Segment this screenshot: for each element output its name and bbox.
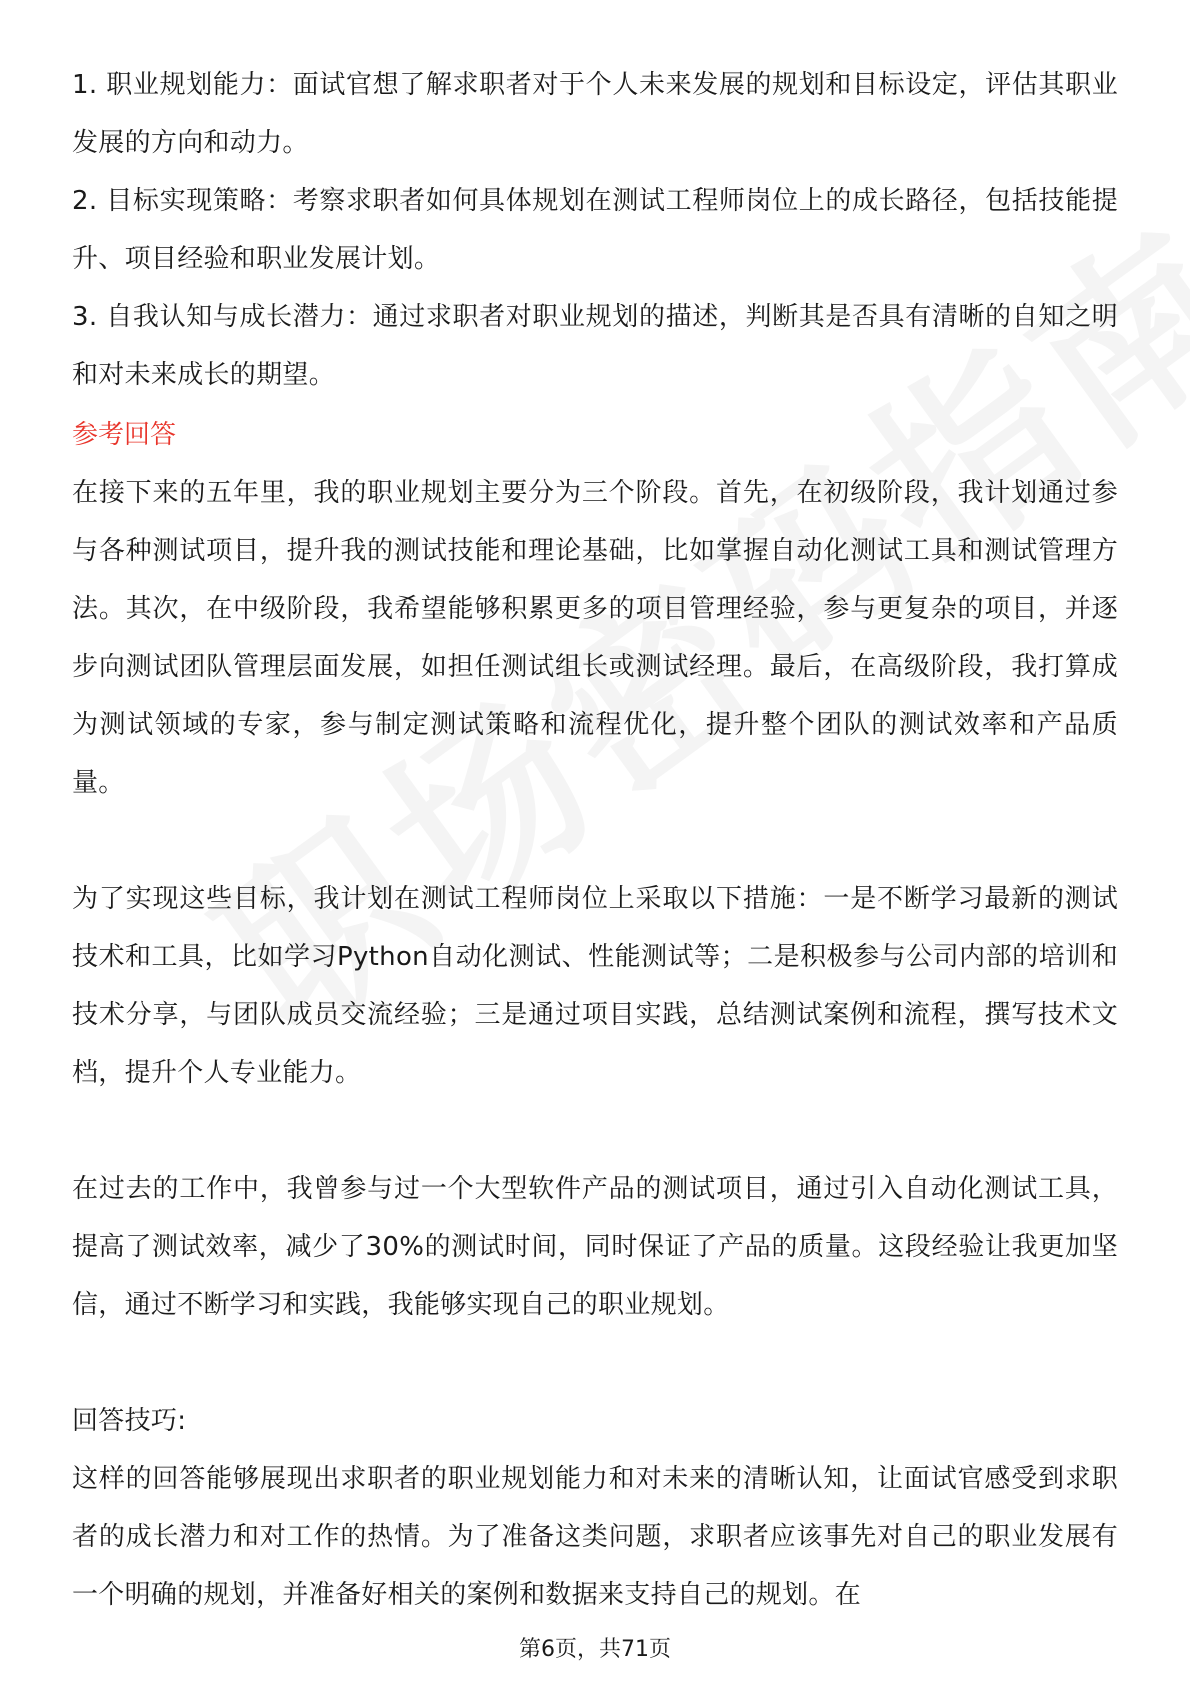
page-content xyxy=(72,56,1118,1624)
paragraph-spacer xyxy=(72,1334,1118,1392)
answer-paragraph: 在过去的工作中，我曾参与过一个大型软件产品的测试项目，通过引入自动化测试工具，提高了测试效率，减少了30%的测试时间，同时保证了产品的质量。这段经验让我更加坚信，通过不断学习和实践，我能够实现自己的职业规划。 xyxy=(72,1174,1118,1320)
page-number-footer: 第6页，共71页 xyxy=(519,1637,671,1662)
point-item: 1. 职业规划能力：面试官想了解求职者对于个人未来发展的规划和目标设定，评估其职业发展的方向和动力。 xyxy=(72,70,1118,158)
paragraph-spacer xyxy=(72,812,1118,870)
paragraph-spacer xyxy=(72,1102,1118,1160)
tips-paragraph: 这样的回答能够展现出求职者的职业规划能力和对未来的清晰认知，让面试官感受到求职者的成长潜力和对工作的热情。为了准备这类问题，求职者应该事先对自己的职业发展有一个明确的规划，并准备好相关的案例和数据来支持自己的规划。在 xyxy=(72,1464,1118,1610)
point-item: 2. 目标实现策略：考察求职者如何具体规划在测试工程师岗位上的成长路径，包括技能提升、项目经验和职业发展计划。 xyxy=(72,186,1118,274)
answer-paragraph: 在接下来的五年里，我的职业规划主要分为三个阶段。首先，在初级阶段，我计划通过参与各种测试项目，提升我的测试技能和理论基础，比如掌握自动化测试工具和测试管理方法。其次，在中级阶段，我希望能够积累更多的项目管理经验，参与更复杂的项目，并逐步向测试团队管理层面发展，如担任测试组长或测试经理。最后，在高级阶段，我打算成为测试领域的专家，参与制定测试策略和流程优化，提升整个团队的测试效率和产品质量。 xyxy=(72,478,1118,798)
reference-answer-heading: 参考回答 xyxy=(72,420,177,450)
answer-paragraph: 为了实现这些目标，我计划在测试工程师岗位上采取以下措施：一是不断学习最新的测试技术和工具，比如学习Python自动化测试、性能测试等；二是积极参与公司内部的培训和技术分享，与团队成员交流经验；三是通过项目实践，总结测试案例和流程，撰写技术文档，提升个人专业能力。 xyxy=(72,884,1118,1088)
tips-heading: 回答技巧: xyxy=(72,1406,187,1436)
point-item: 3. 自我认知与成长潜力：通过求职者对职业规划的描述，判断其是否具有清晰的自知之明和对未来成长的期望。 xyxy=(72,302,1118,390)
